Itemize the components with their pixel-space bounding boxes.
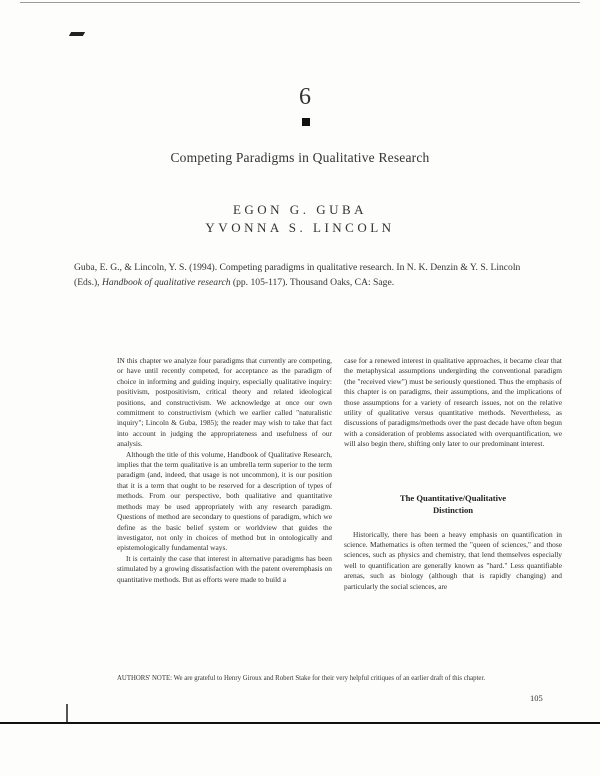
chapter-title: Competing Paradigms in Qualitative Research [170, 150, 430, 165]
right-column [344, 356, 562, 592]
author-2: YVONNA S. LINCOLN [205, 220, 395, 235]
footnote: AUTHORS' NOTE: We are grateful to Henry Giroux and Robert Stake for their very helpful critiques of an earlier draft of this chapter. [117, 675, 486, 682]
chapter-ornament [302, 118, 310, 126]
paragraph: Although the title of this volume, Handbook of Qualitative Research, implies that the term qualitative is an umbrella term superior to the term paradigm (and, indeed, that usage is not uncommon), it is our position that it is a term that ought to be reserved for a description of types of methods. From our perspective, both qualitative and quantitative methods may be used appropriately with any research paradigm. Questions of method are secondary to questions of paradigm, which we define as the basic belief system or worldview that guides the investigator, not only in choices of method but in ontologically and epistemologically fundamental ways. [117, 449, 332, 553]
chapter-number: 6 [299, 84, 311, 110]
scan-mark [69, 32, 85, 36]
citation-book-title: Handbook of qualitative research [101, 277, 231, 288]
paragraph: IN this chapter we analyze four paradigms that currently are competing, or have until recently competed, for acceptance as the paradigm of choice in informing and guiding inquiry, especially qualitative inquiry: positivism, postpositivism, critical theory and related ideological positions, and constructivism. We acknowledge at once our own commitment to constructivism (which we earlier called "naturalistic inquiry"; Lincoln & Guba, 1985); the reader may wish to take that fact into account in judging the appropriateness and usefulness of our analysis. [117, 356, 332, 449]
citation [74, 260, 534, 290]
author-1: EGON G. GUBA [232, 202, 368, 217]
citation-text-end: (pp. 105-117). Thousand Oaks, CA: Sage. [230, 277, 395, 288]
paragraph: case for a renewed interest in qualitative approaches, it became clear that the metaphysical assumptions undergirding the conventional paradigm (the "received view") must be seriously questioned. Thus the emphasis of this chapter is on paradigms, their assumptions, and the implications of those assumptions for a variety of research issues, not on the relative utility of qualitative versus quantitative methods. Nevertheless, as discussions of paradigms/methods over the past decade have often begun with a consideration of problems associated with overquantification, we will also begin there, shifting only later to our predominant interest. [344, 356, 562, 449]
section-heading-line-1: The Quantitative/Qualitative [399, 492, 507, 503]
paragraph: It is certainly the case that interest in alternative paradigms has been stimulated by a growing dissatisfaction with the patent overemphasis on quantitative methods. But as efforts were made to build a [117, 553, 332, 584]
citation-text: Guba, E. G., & Lincoln, Y. S. (1994). Competing paradigms in qualitative research. In N. K. Denzin & Y. S. Lincoln (Eds.), [74, 262, 521, 288]
section-heading-line-2: Distinction [432, 504, 474, 515]
page-number: 105 [530, 693, 543, 703]
scan-tick [66, 704, 68, 722]
paragraph: Historically, there has been a heavy emphasis on quantification in science. Mathematics is often termed the "queen of sciences," and those sciences, such as physics and chemistry, that lend themselves especially well to quantification are generally known as "hard." Less quantifiable arenas, such as biology (although that is rapidly changing) and particularly the social sciences, are [344, 529, 562, 591]
left-column [117, 356, 332, 585]
section-heading [344, 492, 562, 516]
scan-bottom-edge [0, 722, 600, 724]
scan-top-edge [20, 2, 580, 3]
